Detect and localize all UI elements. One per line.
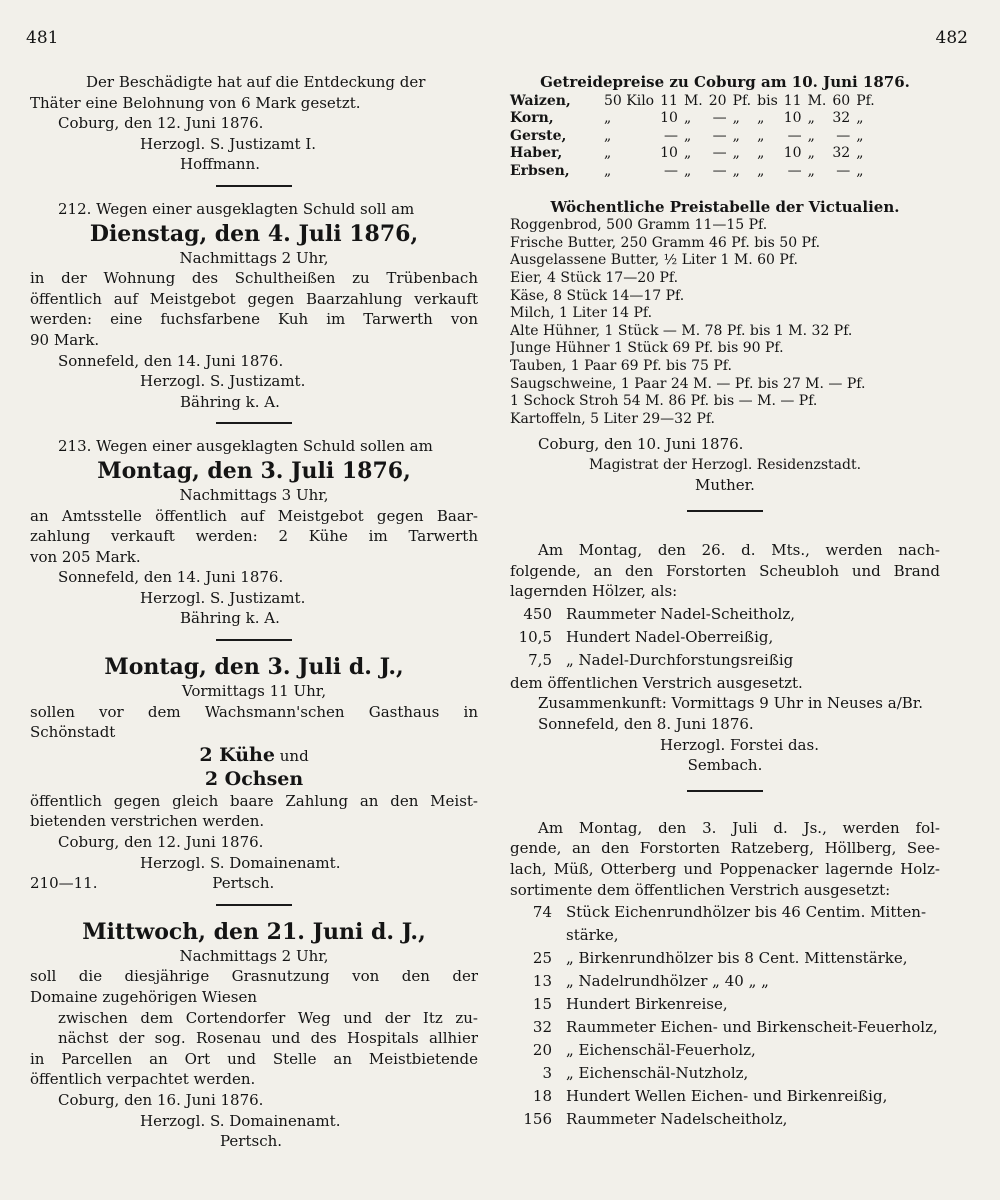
- list-item: [512, 994, 938, 1015]
- list-item: Alte Hühner, 1 Stück — M. 78 Pf. bis 1 M. 32 Pf.: [510, 322, 853, 339]
- table-row: [510, 110, 878, 128]
- office: Herzogl. Forstei das.: [660, 735, 819, 754]
- table-cell: „: [732, 162, 740, 179]
- list-item: 1 Schock Stroh 54 M. 86 Pf. bis — M. — Pf.: [510, 393, 818, 410]
- item-quantity: 32: [532, 1018, 552, 1037]
- item-quantity: [512, 925, 564, 946]
- grain-prices: [510, 72, 940, 181]
- list-item: Ausgelassene Butter, ½ Liter 1 M. 60 Pf.: [510, 252, 798, 269]
- table-cell: „: [683, 110, 692, 127]
- item-quantity: 20: [532, 1041, 552, 1060]
- list-item: Junge Hühner 1 Stück 69 Pf. bis 90 Pf.: [510, 340, 784, 357]
- text-line: dem öffentlichen Verstrich ausgesetzt.: [510, 673, 803, 692]
- table-cell: „: [732, 110, 740, 127]
- table-cell: —: [787, 127, 802, 144]
- grain-name: Gerste,: [510, 127, 567, 144]
- table-row: [510, 128, 878, 146]
- list-item: [512, 902, 938, 923]
- list-item: Frische Butter, 250 Gramm 46 Pf. bis 50 Pf.: [510, 234, 821, 251]
- table-cell: 10: [660, 110, 678, 127]
- table-cell: bis: [757, 92, 778, 109]
- notice-213: [30, 436, 478, 629]
- table-cell: „: [807, 145, 815, 162]
- auction-item-suffix: und: [279, 746, 309, 765]
- list-item: [512, 971, 938, 992]
- divider: [216, 639, 292, 641]
- grain-name: Erbsen,: [510, 162, 570, 179]
- list-item: Käse, 8 Stück 14—17 Pf.: [510, 287, 685, 304]
- text-line: werden: eine fuchsfarbene Kuh im Tarwerth von: [30, 310, 478, 329]
- table-cell: „: [604, 110, 612, 127]
- table-cell: „: [807, 110, 815, 127]
- item-text: stärke,: [566, 926, 619, 945]
- list-item: Roggenbrod, 500 Gramm 11—15 Pf.: [510, 217, 768, 234]
- text-line: 90 Mark.: [30, 330, 100, 349]
- divider: [216, 422, 292, 424]
- item-quantity: 15: [532, 995, 552, 1014]
- item-text: Hundert Wellen Eichen- und Birkenreißig,: [566, 1087, 888, 1106]
- text-line: an Amtsstelle öffentlich auf Meistgebot gegen Baar-: [30, 506, 478, 525]
- table-cell: 32: [832, 145, 851, 162]
- signer: Muther.: [695, 476, 755, 495]
- meeting-info: Zusammenkunft: Vormittags 9 Uhr in Neuses a/Br.: [538, 694, 924, 713]
- notice-time: Nachmittags 2 Uhr,: [179, 946, 329, 965]
- text-line: sortimente dem öffentlichen Verstrich ausgesetzt:: [510, 880, 891, 899]
- list-item: Kartoffeln, 5 Liter 29—32 Pf.: [510, 410, 715, 427]
- wood-list: [510, 602, 797, 673]
- item-text: Stück Eichenrundhölzer bis 46 Centim. Mitten-: [566, 903, 927, 922]
- wood-list: [510, 900, 940, 1132]
- text-line: Thäter eine Belohnung von 6 Mark gesetzt.: [30, 93, 361, 112]
- notice-time: Nachmittags 3 Uhr,: [179, 485, 329, 504]
- place-date: Sonnefeld, den 14. Juni 1876.: [58, 351, 284, 370]
- victuals-prices: [510, 197, 940, 497]
- table-cell: „: [683, 127, 692, 144]
- table-cell: „: [732, 145, 740, 162]
- table-cell: „: [604, 162, 612, 179]
- office: Magistrat der Herzogl. Residenzstadt.: [588, 456, 862, 473]
- notice-wood-sale-1: [510, 540, 940, 776]
- text-line: Der Beschädigte hat auf die Entdeckung der: [86, 73, 426, 91]
- list-item: [512, 604, 795, 625]
- table-cell: „: [757, 145, 765, 162]
- item-text: „ Nadel-Durchforstungsreißig: [566, 650, 794, 669]
- text-line: in der Wohnung des Schultheißen zu Trübenbach: [30, 269, 478, 288]
- item-quantity: 10,5: [518, 627, 552, 646]
- signer: Bähring k. A.: [180, 392, 280, 411]
- table-cell: —: [712, 110, 727, 127]
- place-date: Coburg, den 12. Juni 1876.: [58, 833, 264, 852]
- item-text: Raummeter Nadelscheitholz,: [566, 1110, 788, 1129]
- text-line: öffentlich verpachtet werden.: [30, 1070, 256, 1089]
- table-cell: 10: [783, 110, 802, 127]
- item-text: „ Eichenschäl-Feuerholz,: [566, 1041, 756, 1060]
- grain-price-table: [510, 93, 878, 181]
- notice-wood-sale-2: [510, 818, 940, 1132]
- list-item: [512, 1063, 938, 1084]
- table-cell: „: [856, 127, 864, 144]
- text-line: öffentlich auf Meistgebot gegen Baarzahlung verkauft: [30, 289, 478, 308]
- text-line: gende, an den Forstorten Ratzeberg, Höllberg, See-: [510, 839, 940, 858]
- item-quantity: 156: [523, 1110, 552, 1129]
- table-cell: „: [732, 127, 740, 144]
- text-line: zwischen dem Cortendorfer Weg und der Itz zu-: [58, 1008, 478, 1027]
- table-cell: „: [856, 145, 864, 162]
- text-line: Am Montag, den 26. d. Mts., werden nach-: [538, 541, 940, 560]
- text-line: soll die diesjährige Grasnutzung von den der: [30, 967, 478, 986]
- notice-reward: [30, 72, 478, 175]
- divider: [687, 790, 763, 792]
- notice-212: [30, 199, 478, 412]
- table-cell: „: [683, 145, 692, 162]
- table-cell: „: [757, 162, 765, 179]
- item-text: Hundert Birkenreise,: [566, 995, 728, 1014]
- list-item: Saugschweine, 1 Paar 24 M. — Pf. bis 27 M. — Pf.: [510, 375, 866, 392]
- table-cell: Pf.: [856, 92, 875, 109]
- office: Herzogl. S. Domainenamt.: [140, 853, 341, 872]
- grain-name: Korn,: [510, 110, 554, 127]
- item-quantity: 7,5: [528, 650, 552, 669]
- text-line: bietenden verstrichen werden.: [30, 812, 265, 831]
- list-item: [512, 1086, 938, 1107]
- text-line: sollen vor dem Wachsmann'schen Gasthaus in: [30, 702, 478, 721]
- table-cell: „: [807, 127, 815, 144]
- table-cell: „: [757, 127, 765, 144]
- office: Herzogl. S. Justizamt.: [140, 588, 306, 607]
- text-line: in Parcellen an Ort und Stelle an Meistbietende: [30, 1049, 478, 1068]
- table-cell: „: [604, 127, 612, 144]
- list-item: [512, 925, 938, 946]
- divider: [216, 904, 292, 906]
- list-item: [512, 627, 795, 648]
- item-text: „ Eichenschäl-Nutzholz,: [566, 1064, 749, 1083]
- place-date: Coburg, den 10. Juni 1876.: [538, 435, 744, 454]
- list-item: Eier, 4 Stück 17—20 Pf.: [510, 269, 679, 286]
- place-date: Sonnefeld, den 14. Juni 1876.: [58, 568, 284, 587]
- item-text: Raummeter Nadel-Scheitholz,: [566, 604, 796, 623]
- table-cell: —: [836, 162, 851, 179]
- table-cell: M.: [807, 92, 827, 109]
- notice-intro: 213. Wegen einer ausgeklagten Schuld sollen am: [58, 437, 433, 456]
- table-row: [510, 163, 878, 181]
- office: Herzogl. S. Justizamt I.: [140, 134, 317, 153]
- text-line: lach, Müß, Otterberg und Poppenacker lagernde Holz-: [510, 860, 940, 878]
- signer: Sembach.: [687, 756, 763, 775]
- table-cell: —: [712, 145, 727, 162]
- reference-number: 210—11.: [30, 874, 98, 893]
- text-line: von 205 Mark.: [30, 547, 141, 566]
- text-line: folgende, an den Forstorten Scheubloh und Brand: [510, 561, 940, 580]
- table-cell: 11: [660, 92, 678, 109]
- item-text: „ Nadelrundhölzer „ 40 „ „: [566, 972, 769, 991]
- table-cell: „: [757, 110, 765, 127]
- place-date: Coburg, den 12. Juni 1876.: [58, 114, 264, 133]
- list-item: [512, 948, 938, 969]
- table-cell: —: [712, 127, 727, 144]
- table-cell: 20: [708, 92, 727, 109]
- text-line: lagernden Hölzer, als:: [510, 582, 678, 601]
- item-quantity: 74: [532, 903, 552, 922]
- office: Herzogl. S. Justizamt.: [140, 372, 306, 391]
- notice-heading: Mittwoch, den 21. Juni d. J.,: [82, 918, 426, 945]
- table-cell: „: [856, 110, 864, 127]
- table-cell: „: [604, 145, 612, 162]
- table-cell: 60: [832, 92, 851, 109]
- text-line: Am Montag, den 3. Juli d. Js., werden fol-: [538, 818, 940, 837]
- office: Herzogl. S. Domainenamt.: [140, 1111, 341, 1130]
- place-date: Sonnefeld, den 8. Juni 1876.: [538, 715, 754, 734]
- table-cell: „: [856, 162, 864, 179]
- list-item: [512, 650, 795, 671]
- item-quantity: 450: [523, 604, 552, 623]
- grain-name: Haber,: [510, 145, 563, 162]
- list-item: Tauben, 1 Paar 69 Pf. bis 75 Pf.: [510, 357, 732, 374]
- table-cell: —: [663, 162, 678, 179]
- page-number-left: 481: [26, 28, 59, 48]
- item-quantity: 13: [532, 972, 552, 991]
- divider: [216, 185, 292, 187]
- table-row: [510, 145, 878, 163]
- table-cell: Pf.: [732, 92, 752, 109]
- notice-time: Nachmittags 2 Uhr,: [179, 248, 329, 267]
- grain-prices-title: Getreidepreise zu Coburg am 10. Juni 1876.: [540, 73, 910, 91]
- list-item: [512, 1017, 938, 1038]
- item-text: Hundert Nadel-Oberreißig,: [566, 627, 774, 646]
- table-cell: 11: [783, 92, 802, 109]
- signer: Bähring k. A.: [180, 609, 280, 628]
- divider: [687, 510, 763, 512]
- signer: Hoffmann.: [180, 155, 261, 174]
- text-line: Domaine zugehörigen Wiesen: [30, 988, 257, 1006]
- text-line: zahlung verkauft werden: 2 Kühe im Tarwerth: [30, 527, 478, 546]
- auction-item: 2 Kühe: [199, 743, 275, 766]
- victuals-title: Wöchentliche Preistabelle der Victualien.: [550, 197, 900, 216]
- table-cell: „: [807, 162, 815, 179]
- notice-intro: 212. Wegen einer ausgeklagten Schuld soll am: [58, 199, 415, 218]
- table-cell: 50 Kilo: [604, 92, 655, 109]
- place-date: Coburg, den 16. Juni 1876.: [58, 1090, 264, 1109]
- notice-cattle-auction: [30, 653, 478, 894]
- notice-time: Vormittags 11 Uhr,: [181, 682, 327, 701]
- item-text: Raummeter Eichen- und Birkenscheit-Feuerholz,: [566, 1018, 938, 1037]
- text-line: Schönstadt: [30, 723, 116, 742]
- list-item: Milch, 1 Liter 14 Pf.: [510, 305, 653, 322]
- item-quantity: 25: [532, 949, 552, 968]
- notice-grass-lease: [30, 918, 478, 1152]
- left-column: [30, 72, 478, 1152]
- list-item: [512, 1040, 938, 1061]
- table-cell: —: [787, 162, 802, 179]
- notice-heading: Montag, den 3. Juli d. J.,: [104, 654, 404, 681]
- notice-heading: Dienstag, den 4. Juli 1876,: [89, 220, 419, 247]
- auction-item: 2 Ochsen: [204, 767, 304, 790]
- table-cell: 10: [660, 145, 678, 162]
- table-cell: —: [663, 127, 678, 144]
- table-cell: 10: [783, 145, 802, 162]
- list-item: [512, 1109, 938, 1130]
- right-column: [510, 72, 940, 1132]
- table-cell: —: [712, 162, 727, 179]
- table-cell: M.: [683, 92, 703, 109]
- table-cell: 32: [832, 110, 851, 127]
- text-line: nächst der sog. Rosenau und des Hospitals allhier: [58, 1029, 478, 1048]
- item-text: „ Birkenrundhölzer bis 8 Cent. Mittenstärke,: [566, 949, 908, 968]
- notice-heading: Montag, den 3. Juli 1876,: [97, 457, 411, 484]
- item-quantity: 3: [542, 1064, 552, 1083]
- table-row: [510, 93, 878, 111]
- page-number-right: 482: [935, 28, 968, 48]
- signer: Pertsch.: [220, 1132, 283, 1151]
- text-line: öffentlich gegen gleich baare Zahlung an den Meist-: [30, 791, 478, 810]
- table-cell: „: [683, 162, 692, 179]
- grain-name: Waizen,: [510, 92, 571, 109]
- item-quantity: 18: [532, 1087, 552, 1106]
- victuals-list: [510, 217, 940, 428]
- table-cell: —: [836, 127, 851, 144]
- signer: Pertsch.: [212, 874, 275, 893]
